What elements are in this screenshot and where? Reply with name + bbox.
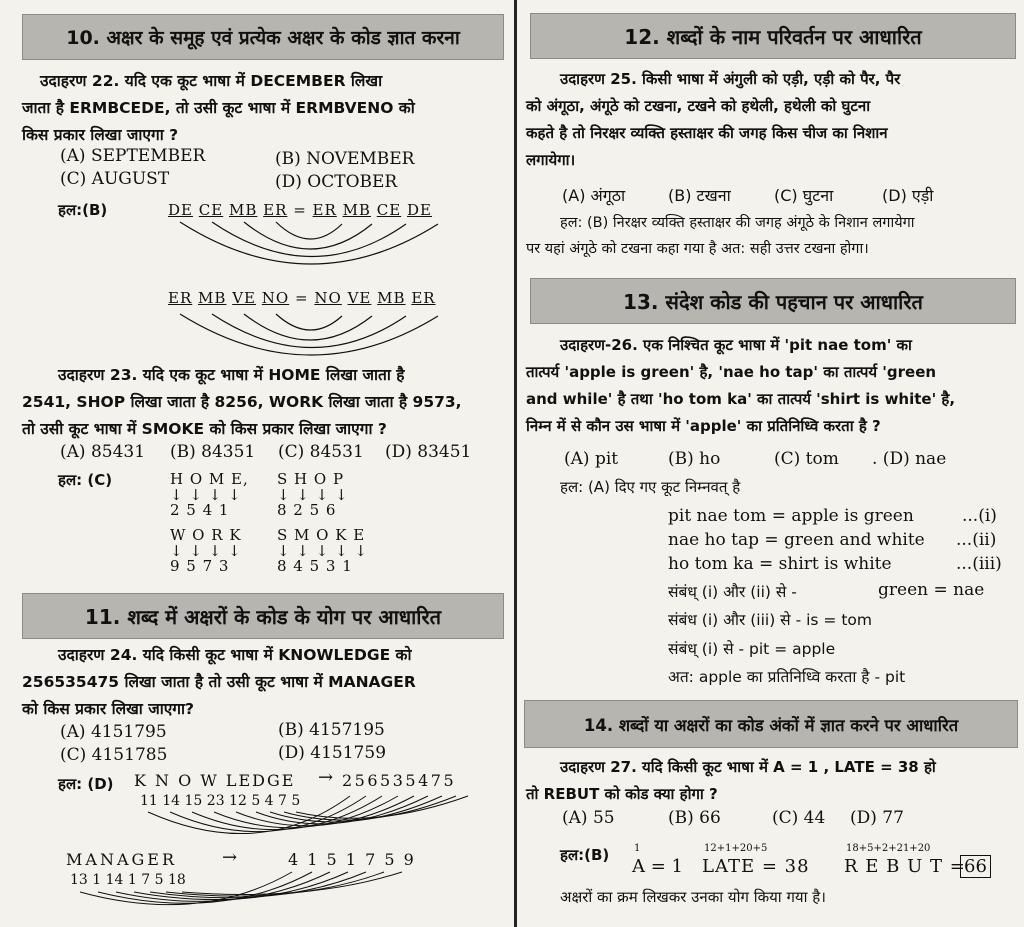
pair: NO	[314, 289, 342, 307]
arc	[296, 796, 468, 818]
ex23-option-c: (C) 84531	[278, 442, 364, 462]
ex27-sup-rebut: 18+5+2+21+20	[846, 843, 931, 854]
ex26-relation-1-result: green = nae	[878, 580, 985, 600]
ex26-eq1: pit nae tom = apple is green	[668, 506, 914, 526]
equals-sign: =	[295, 289, 309, 307]
equals-sign: =	[293, 201, 307, 219]
ex24-option-c: (C) 4151785	[60, 745, 168, 765]
pair: CE	[376, 201, 402, 219]
right-column	[520, 0, 1024, 927]
ex24-line3: को किस प्रकार लिखा जाएगा?	[22, 700, 195, 718]
ex26-option-d: . (D) nae	[872, 449, 947, 469]
ex23-shop-arrows: ↓ ↓ ↓ ↓	[277, 486, 349, 504]
ex24-code-knowledge: 256535475	[342, 771, 457, 790]
ex27-answer-box: 66	[960, 855, 991, 878]
ex26-eq3: ho tom ka = shirt is white	[668, 554, 892, 574]
arc	[134, 872, 348, 900]
ex27-sup-a: 1	[634, 843, 641, 854]
ex24-line1: उदाहरण 24. यदि किसी कूट भाषा में KNOWLEDGE को	[58, 646, 412, 664]
ex23-line1: उदाहरण 23. यदि एक कूट भाषा में HOME लिखा जाता है	[58, 366, 405, 384]
ex27-option-b: (B) 66	[668, 808, 721, 828]
ex26-conclusion: अत: apple का प्रतिनिध्वि करता है - pit	[668, 668, 906, 686]
section-13-header	[530, 278, 1016, 324]
ex25-option-b: (B) टखना	[668, 186, 731, 205]
ex23-work-arrows: ↓ ↓ ↓ ↓	[170, 542, 242, 560]
ex23-shop-word: S H O P	[277, 470, 345, 488]
ex27-sup-late: 12+1+20+5	[704, 843, 768, 854]
ex24-option-b: (B) 4157195	[278, 720, 385, 740]
pair: DE	[406, 201, 432, 219]
ex24-nums-knowledge: 11 14 15 23 12 5 4 7 5	[140, 793, 301, 809]
ex22-line3: किस प्रकार लिखा जाएगा ?	[22, 126, 179, 144]
ex24-arrow-2: →	[222, 847, 238, 868]
ex25-line4: लगायेगा।	[526, 151, 576, 169]
ex26-relation-3: संबंध् (i) से - pit = apple	[668, 640, 836, 658]
ex26-line1: उदाहरण-26. एक निश्चित कूट भाषा में 'pit nae tom' का	[560, 336, 912, 354]
ex23-option-a: (A) 85431	[60, 442, 146, 462]
ex23-option-b: (B) 84351	[170, 442, 256, 462]
ex23-home-word: H O M E,	[170, 470, 249, 488]
ex24-option-d: (D) 4151759	[278, 743, 387, 763]
ex27-note: अक्षरों का क्रम लिखकर उनका योग किया गया है।	[560, 888, 826, 906]
ex25-option-a: (A) अंगूठा	[562, 186, 626, 205]
ex27-option-a: (A) 55	[562, 808, 615, 828]
pair: ER	[263, 201, 288, 219]
ex25-option-d: (D) एड़ी	[882, 186, 934, 205]
section-12-title: 12. शब्दों के नाम परिवर्तन पर आधारित	[624, 24, 922, 49]
ex23-home-code: 2 5 4 1	[170, 501, 230, 519]
ex23-smoke-word: S M O K E	[277, 526, 366, 544]
ex24-nums-manager: 13 1 14 1 7 5 18	[70, 872, 186, 888]
ex26-relation-2: संबंध (i) और (iii) से - is = tom	[668, 611, 872, 629]
ex26-eq3-num: ...(iii)	[956, 554, 1002, 574]
ex26-line3: and while' है तथा 'ho tom ka' का तात्पर्य 'shirt is white' है,	[526, 390, 956, 408]
ex27-line2: तो REBUT को कोड क्या होगा ?	[526, 785, 718, 803]
section-14-header	[524, 700, 1018, 748]
pair: MB	[198, 289, 227, 307]
ex26-eq2: nae ho tap = green and white	[668, 530, 925, 550]
section-11-title: 11. शब्द में अक्षरों के कोड के योग पर आधारित	[84, 604, 442, 629]
ex24-code-manager: 4 1 5 1 7 5 9	[288, 850, 416, 869]
pair: MB	[228, 201, 258, 219]
ex27-option-d: (D) 77	[850, 808, 904, 828]
ex24-line2: 256535475 लिखा जाता है तो उसी कूट भाषा में MANAGER	[22, 673, 416, 691]
pair: MB	[377, 289, 406, 307]
ex22-option-b: (B) NOVEMBER	[275, 149, 415, 169]
ex25-option-c: (C) घुटना	[774, 186, 834, 205]
ex22-option-c: (C) AUGUST	[60, 169, 170, 189]
ex23-home-arrows: ↓ ↓ ↓ ↓	[170, 486, 242, 504]
ex23-solution-label: हल: (C)	[58, 471, 113, 489]
ex23-line3: तो उसी कूट भाषा में SMOKE को किस प्रकार लिखा जाएगा ?	[22, 420, 387, 438]
ex23-work-word: W O R K	[170, 526, 242, 544]
ex27-late-equation: LATE = 38	[702, 856, 810, 877]
ex23-smoke-arrows: ↓ ↓ ↓ ↓ ↓	[277, 542, 368, 560]
pair: VE	[232, 289, 256, 307]
ex26-option-c: (C) tom	[774, 449, 839, 469]
ex25-line1: उदाहरण 25. किसी भाषा में अंगुली को एड़ी, एड़ी को पैर, पैर	[560, 70, 901, 88]
ex27-solution-label: हल:(B)	[560, 846, 610, 864]
pair: MB	[342, 201, 371, 219]
ex22-option-d: (D) OCTOBER	[275, 172, 398, 192]
section-12-header	[530, 13, 1016, 59]
ex26-line2: तात्पर्य 'apple is green' है, 'nae ho tap' का तात्पर्य 'green	[526, 363, 937, 381]
ex23-work-code: 9 5 7 3	[170, 557, 230, 575]
ex24-arrow-1: →	[318, 767, 334, 788]
section-10-title: 10. अक्षर के समूह एवं प्रत्येक अक्षर के कोड ज्ञात करना	[66, 27, 460, 49]
column-divider	[514, 0, 517, 927]
pair: CE	[198, 201, 224, 219]
arc	[80, 872, 292, 905]
ex27-rebut-equation: R E B U T =	[844, 856, 966, 877]
ex26-option-a: (A) pit	[564, 449, 619, 469]
ex24-option-a: (A) 4151795	[60, 722, 167, 742]
ex24-word-manager: MANAGER	[66, 850, 177, 869]
ex22-solution-label: हल:(B)	[58, 201, 108, 219]
pair: ER	[312, 201, 337, 219]
ex27-a-equation: A = 1	[632, 856, 683, 877]
ex25-solution-2: पर यहां अंगूठे को टखना कहा गया है अत: सही उत्तर टखना होगा।	[526, 241, 869, 257]
ex25-line2: को अंगूठा, अंगूठे को टखना, टखने को हथेली, हथेली को घुटना	[526, 97, 871, 115]
pair: ER	[411, 289, 436, 307]
ex26-eq1-num: ...(i)	[962, 506, 997, 526]
section-13-title: 13. संदेश कोड की पहचान पर आधारित	[623, 289, 923, 314]
ex23-smoke-code: 8 4 5 3 1	[277, 557, 353, 575]
pair: DE	[168, 201, 193, 219]
ex22-line1: उदाहरण 22. यदि एक कूट भाषा में DECEMBER लिखा	[40, 72, 383, 90]
ex23-shop-code: 8 2 5 6	[277, 501, 337, 519]
ex25-line3: कहते है तो निरक्षर व्यक्ति हस्ताक्षर की जगह किस चीज का निशान	[526, 124, 888, 142]
ex26-eq2-num: ...(ii)	[956, 530, 997, 550]
pair: VE	[347, 289, 372, 307]
pair: ER	[168, 289, 193, 307]
pair: NO	[261, 289, 290, 307]
ex25-solution-1: हल: (B) निरक्षर व्यक्ति हस्ताक्षर की जगह अंगूठे के निशान लगायेगा	[560, 215, 915, 231]
arc	[116, 872, 330, 901]
ex26-line4: निम्न में से कौन उस भाषा में 'apple' का प्रतिनिध्वि करता है ?	[526, 417, 881, 435]
section-14-title: 14. शब्दों या अक्षरों का कोड अंकों में ज्ञात करने पर आधारित	[583, 715, 959, 735]
ex22-line2: जाता है ERMBCEDE, तो उसी कूट भाषा में ERMBVENO को	[22, 99, 415, 117]
ex23-option-d: (D) 83451	[385, 442, 472, 462]
ex26-relation-1: संबंध् (i) और (ii) से -	[668, 583, 797, 601]
arc	[98, 872, 312, 903]
ex24-word-knowledge: K N O W LEDGE	[134, 771, 296, 790]
ex24-solution-label: हल: (D)	[58, 775, 114, 793]
ex26-solution-label: हल: (A) दिए गए कूट निम्नवत् है	[560, 478, 741, 496]
ex27-line1: उदाहरण 27. यदि किसी कूट भाषा में A = 1 , LATE = 38 हो	[560, 758, 936, 776]
ex26-option-b: (B) ho	[668, 449, 721, 469]
ex23-line2: 2541, SHOP लिखा जाता है 8256, WORK लिखा जाता है 9573,	[22, 393, 462, 411]
ex22-option-a: (A) SEPTEMBER	[60, 146, 206, 166]
ex27-option-c: (C) 44	[772, 808, 826, 828]
